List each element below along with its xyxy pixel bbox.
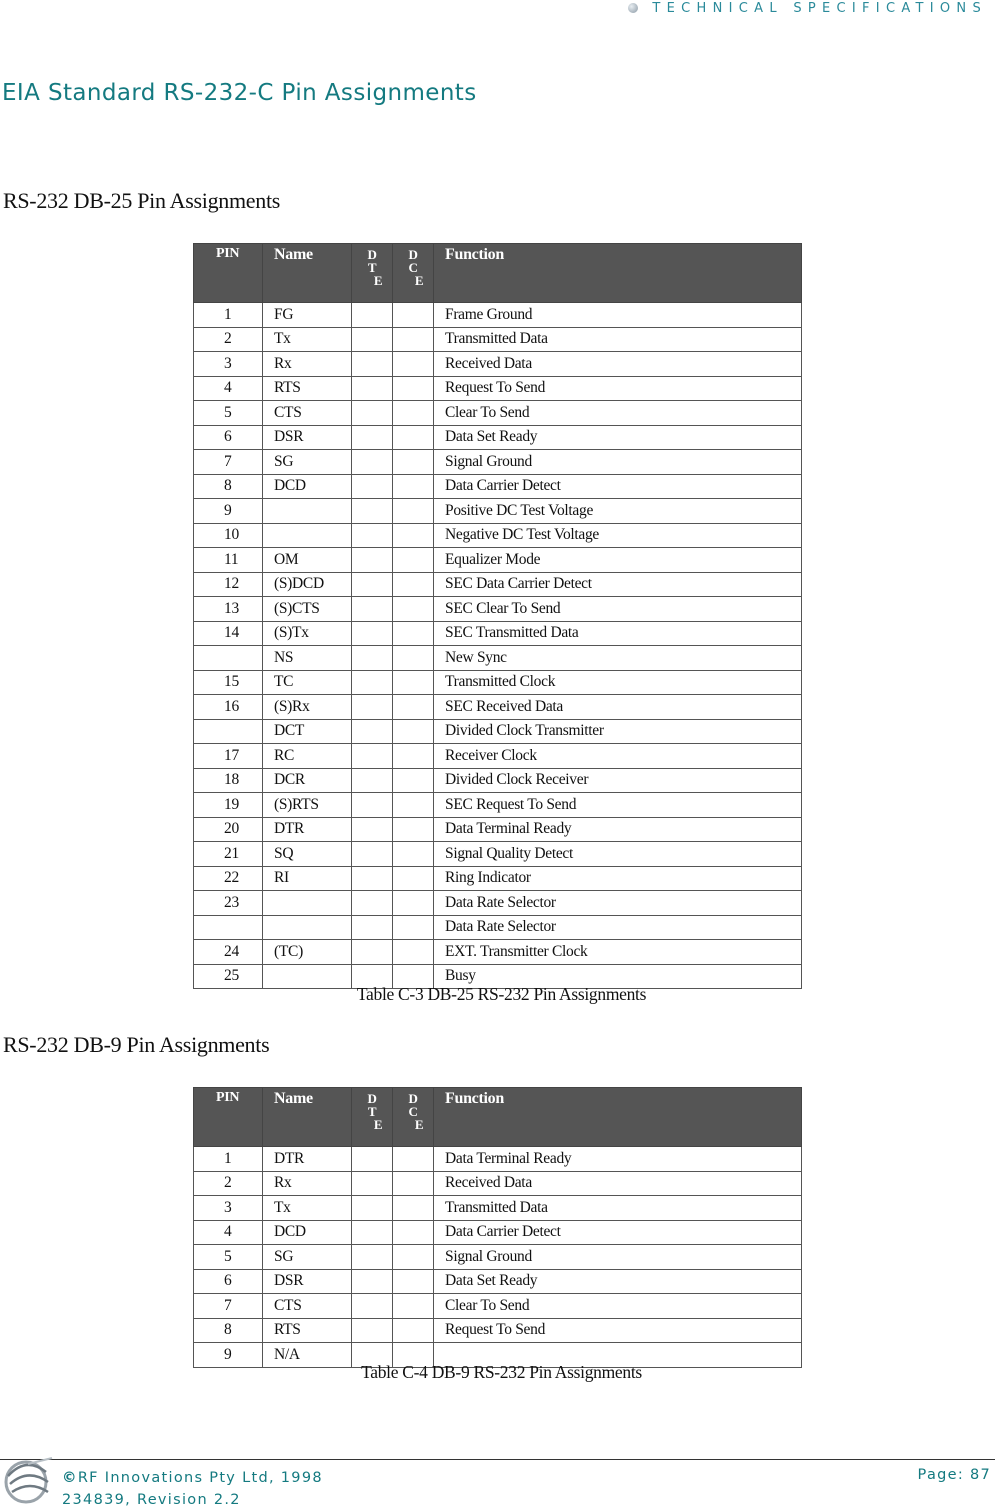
col-function-header: Function	[434, 244, 802, 303]
table-row	[194, 499, 802, 524]
pin-cell: 1	[194, 303, 263, 328]
dce-cell	[393, 1147, 434, 1172]
dce-cell	[393, 303, 434, 328]
table-row	[194, 548, 802, 573]
table-row	[194, 597, 802, 622]
name-cell: DCT	[263, 719, 352, 744]
pin-cell: 7	[194, 1294, 263, 1319]
dce-cell	[393, 425, 434, 450]
dte-cell	[352, 376, 393, 401]
dte-cell	[352, 474, 393, 499]
function-cell: Ring Indicator	[434, 866, 802, 891]
function-cell: Receiver Clock	[434, 744, 802, 769]
pin-cell: 13	[194, 597, 263, 622]
table-row	[194, 670, 802, 695]
dte-cell	[352, 450, 393, 475]
function-cell: New Sync	[434, 646, 802, 671]
col-name-header: Name	[263, 1088, 352, 1147]
dte-cell	[352, 1269, 393, 1294]
section-label: TECHNICAL SPECIFICATIONS	[652, 0, 987, 16]
function-cell: Received Data	[434, 352, 802, 377]
pin-cell: 1	[194, 1147, 263, 1172]
dte-cell	[352, 891, 393, 916]
pin-cell: 18	[194, 768, 263, 793]
dce-cell	[393, 646, 434, 671]
function-cell: SEC Received Data	[434, 695, 802, 720]
function-cell: Negative DC Test Voltage	[434, 523, 802, 548]
dce-cell	[393, 499, 434, 524]
function-cell: EXT. Transmitter Clock	[434, 940, 802, 965]
name-cell: TC	[263, 670, 352, 695]
table-row	[194, 1245, 802, 1270]
dce-cell	[393, 523, 434, 548]
table-row	[194, 940, 802, 965]
dte-cell	[352, 744, 393, 769]
table-row	[194, 915, 802, 940]
table-row	[194, 1196, 802, 1221]
col-pin-header: PIN	[194, 244, 263, 303]
dte-cell	[352, 621, 393, 646]
dce-cell	[393, 817, 434, 842]
table-row	[194, 1269, 802, 1294]
table-header-row	[194, 244, 802, 303]
col-dce-header: D C E	[393, 244, 434, 303]
dce-cell	[393, 548, 434, 573]
dce-cell	[393, 891, 434, 916]
copyright-icon: ©	[62, 1470, 78, 1486]
running-header	[628, 0, 987, 16]
pin-cell: 21	[194, 842, 263, 867]
name-cell: DCD	[263, 1220, 352, 1245]
db9-section-title: RS-232 DB-9 Pin Assignments	[3, 1032, 270, 1057]
pin-cell: 2	[194, 1171, 263, 1196]
dte-cell	[352, 597, 393, 622]
pin-cell: 9	[194, 499, 263, 524]
db9-table	[193, 1087, 802, 1368]
name-cell: DTR	[263, 1147, 352, 1172]
footer-company: RF Innovations Pty Ltd, 1998	[77, 1470, 323, 1486]
name-cell: RTS	[263, 1318, 352, 1343]
dce-cell	[393, 621, 434, 646]
dce-cell	[393, 842, 434, 867]
pin-cell: 3	[194, 1196, 263, 1221]
pin-cell	[194, 915, 263, 940]
function-cell: Signal Ground	[434, 450, 802, 475]
table-row	[194, 523, 802, 548]
name-cell	[263, 523, 352, 548]
name-cell: (S)CTS	[263, 597, 352, 622]
name-cell: Rx	[263, 352, 352, 377]
footer-company-block	[62, 1467, 323, 1511]
function-cell: Divided Clock Transmitter	[434, 719, 802, 744]
name-cell: CTS	[263, 401, 352, 426]
pin-cell	[194, 719, 263, 744]
function-cell: Request To Send	[434, 376, 802, 401]
table-row	[194, 695, 802, 720]
function-cell: Clear To Send	[434, 1294, 802, 1319]
name-cell: FG	[263, 303, 352, 328]
table-row	[194, 744, 802, 769]
function-cell: Frame Ground	[434, 303, 802, 328]
dce-cell	[393, 744, 434, 769]
dce-cell	[393, 1245, 434, 1270]
pin-cell: 8	[194, 474, 263, 499]
function-cell: SEC Request To Send	[434, 793, 802, 818]
db25-section-title: RS-232 DB-25 Pin Assignments	[3, 188, 281, 213]
function-cell: Received Data	[434, 1171, 802, 1196]
name-cell: NS	[263, 646, 352, 671]
footer-document-id: 234839, Revision 2.2	[62, 1492, 241, 1508]
pin-cell: 23	[194, 891, 263, 916]
function-cell: Busy	[434, 964, 802, 989]
table-row	[194, 842, 802, 867]
footer-copyright	[62, 1467, 323, 1489]
function-cell: Divided Clock Receiver	[434, 768, 802, 793]
col-dte-header: D T E	[352, 1088, 393, 1147]
pin-cell: 3	[194, 352, 263, 377]
dte-cell	[352, 866, 393, 891]
table-row	[194, 450, 802, 475]
name-cell: DCD	[263, 474, 352, 499]
page-number: Page: 87	[917, 1467, 991, 1483]
pin-cell: 7	[194, 450, 263, 475]
name-cell: Tx	[263, 327, 352, 352]
dte-cell	[352, 572, 393, 597]
pin-cell: 6	[194, 1269, 263, 1294]
table-row	[194, 817, 802, 842]
function-cell: Equalizer Mode	[434, 548, 802, 573]
col-pin-header: PIN	[194, 1088, 263, 1147]
dte-cell	[352, 915, 393, 940]
dce-cell	[393, 401, 434, 426]
function-cell: Transmitted Data	[434, 327, 802, 352]
dce-cell	[393, 1269, 434, 1294]
function-cell: Data Carrier Detect	[434, 474, 802, 499]
dce-cell	[393, 597, 434, 622]
table-row	[194, 425, 802, 450]
table-row	[194, 866, 802, 891]
table-row	[194, 719, 802, 744]
dte-cell	[352, 670, 393, 695]
dte-cell	[352, 327, 393, 352]
function-cell: Signal Ground	[434, 1245, 802, 1270]
name-cell: RTS	[263, 376, 352, 401]
dce-cell	[393, 352, 434, 377]
pin-cell: 11	[194, 548, 263, 573]
pin-cell: 5	[194, 1245, 263, 1270]
dce-cell	[393, 572, 434, 597]
col-function-header: Function	[434, 1088, 802, 1147]
col-dce-header: D C E	[393, 1088, 434, 1147]
dte-cell	[352, 768, 393, 793]
page-title: EIA Standard RS-232-C Pin Assignments	[2, 80, 477, 106]
name-cell: SG	[263, 1245, 352, 1270]
function-cell: Data Terminal Ready	[434, 817, 802, 842]
db9-table-body	[194, 1147, 802, 1368]
table-row	[194, 891, 802, 916]
table-row	[194, 1294, 802, 1319]
name-cell: RC	[263, 744, 352, 769]
table-row	[194, 327, 802, 352]
function-cell: Data Rate Selector	[434, 915, 802, 940]
dce-cell	[393, 1196, 434, 1221]
table-row	[194, 1318, 802, 1343]
dte-cell	[352, 1294, 393, 1319]
function-cell: Data Set Ready	[434, 425, 802, 450]
pin-cell: 16	[194, 695, 263, 720]
dce-cell	[393, 376, 434, 401]
pin-cell: 22	[194, 866, 263, 891]
dce-cell	[393, 327, 434, 352]
function-cell: SEC Transmitted Data	[434, 621, 802, 646]
name-cell: (S)DCD	[263, 572, 352, 597]
db9-caption: Table C-4 DB-9 RS-232 Pin Assignments	[361, 1362, 642, 1382]
company-logo-icon	[2, 1428, 62, 1508]
function-cell: Data Set Ready	[434, 1269, 802, 1294]
dte-cell	[352, 425, 393, 450]
pin-cell: 10	[194, 523, 263, 548]
name-cell: DCR	[263, 768, 352, 793]
pin-cell	[194, 646, 263, 671]
pin-cell: 17	[194, 744, 263, 769]
name-cell: (S)RTS	[263, 793, 352, 818]
db25-caption: Table C-3 DB-25 RS-232 Pin Assignments	[356, 984, 647, 1004]
dte-cell	[352, 646, 393, 671]
table-row	[194, 646, 802, 671]
name-cell: DTR	[263, 817, 352, 842]
dce-cell	[393, 450, 434, 475]
name-cell: CTS	[263, 1294, 352, 1319]
name-cell: Tx	[263, 1196, 352, 1221]
name-cell: (S)Rx	[263, 695, 352, 720]
name-cell: (TC)	[263, 940, 352, 965]
function-cell: Positive DC Test Voltage	[434, 499, 802, 524]
dce-cell	[393, 719, 434, 744]
name-cell: SG	[263, 450, 352, 475]
dte-cell	[352, 1318, 393, 1343]
dce-cell	[393, 670, 434, 695]
name-cell: DSR	[263, 1269, 352, 1294]
name-cell	[263, 915, 352, 940]
pin-cell: 25	[194, 964, 263, 989]
function-cell: SEC Clear To Send	[434, 597, 802, 622]
function-cell: Transmitted Clock	[434, 670, 802, 695]
dte-cell	[352, 1196, 393, 1221]
col-dte-header: D T E	[352, 244, 393, 303]
function-cell: Clear To Send	[434, 401, 802, 426]
pin-cell: 4	[194, 1220, 263, 1245]
dte-cell	[352, 523, 393, 548]
dte-cell	[352, 499, 393, 524]
dce-cell	[393, 1318, 434, 1343]
name-cell: OM	[263, 548, 352, 573]
pin-cell: 19	[194, 793, 263, 818]
dce-cell	[393, 695, 434, 720]
dte-cell	[352, 1245, 393, 1270]
name-cell	[263, 891, 352, 916]
table-row	[194, 352, 802, 377]
pin-cell: 9	[194, 1343, 263, 1368]
dce-cell	[393, 1294, 434, 1319]
function-cell: Request To Send	[434, 1318, 802, 1343]
dte-cell	[352, 695, 393, 720]
pin-cell: 6	[194, 425, 263, 450]
name-cell	[263, 499, 352, 524]
pin-cell: 20	[194, 817, 263, 842]
dte-cell	[352, 401, 393, 426]
function-cell: Signal Quality Detect	[434, 842, 802, 867]
dte-cell	[352, 793, 393, 818]
table-row	[194, 793, 802, 818]
pin-cell: 12	[194, 572, 263, 597]
pin-cell: 14	[194, 621, 263, 646]
table-row	[194, 1171, 802, 1196]
dte-cell	[352, 817, 393, 842]
dce-cell	[393, 474, 434, 499]
name-cell: N/A	[263, 1343, 352, 1368]
table-row	[194, 572, 802, 597]
dte-cell	[352, 1147, 393, 1172]
bullet-icon	[628, 3, 638, 13]
dce-cell	[393, 1171, 434, 1196]
pin-cell: 2	[194, 327, 263, 352]
name-cell: Rx	[263, 1171, 352, 1196]
table-row	[194, 1220, 802, 1245]
dte-cell	[352, 719, 393, 744]
pin-cell: 8	[194, 1318, 263, 1343]
dte-cell	[352, 303, 393, 328]
function-cell: Data Rate Selector	[434, 891, 802, 916]
footer-divider	[0, 1459, 995, 1460]
table-row	[194, 303, 802, 328]
dce-cell	[393, 1220, 434, 1245]
name-cell: (S)Tx	[263, 621, 352, 646]
table-row	[194, 401, 802, 426]
name-cell: SQ	[263, 842, 352, 867]
name-cell: RI	[263, 866, 352, 891]
table-row	[194, 1147, 802, 1172]
dce-cell	[393, 940, 434, 965]
dce-cell	[393, 915, 434, 940]
dte-cell	[352, 842, 393, 867]
table-header-row	[194, 1088, 802, 1147]
function-cell: Data Carrier Detect	[434, 1220, 802, 1245]
db25-table-body	[194, 303, 802, 989]
dte-cell	[352, 940, 393, 965]
col-name-header: Name	[263, 244, 352, 303]
db25-table	[193, 243, 802, 989]
pin-cell: 24	[194, 940, 263, 965]
table-row	[194, 474, 802, 499]
function-cell: SEC Data Carrier Detect	[434, 572, 802, 597]
dte-cell	[352, 548, 393, 573]
pin-cell: 15	[194, 670, 263, 695]
table-row	[194, 621, 802, 646]
table-row	[194, 768, 802, 793]
table-row	[194, 376, 802, 401]
dce-cell	[393, 768, 434, 793]
function-cell: Transmitted Data	[434, 1196, 802, 1221]
pin-cell: 4	[194, 376, 263, 401]
dce-cell	[393, 866, 434, 891]
dte-cell	[352, 352, 393, 377]
dce-cell	[393, 793, 434, 818]
function-cell: Data Terminal Ready	[434, 1147, 802, 1172]
dte-cell	[352, 1220, 393, 1245]
dte-cell	[352, 1171, 393, 1196]
pin-cell: 5	[194, 401, 263, 426]
name-cell: DSR	[263, 425, 352, 450]
